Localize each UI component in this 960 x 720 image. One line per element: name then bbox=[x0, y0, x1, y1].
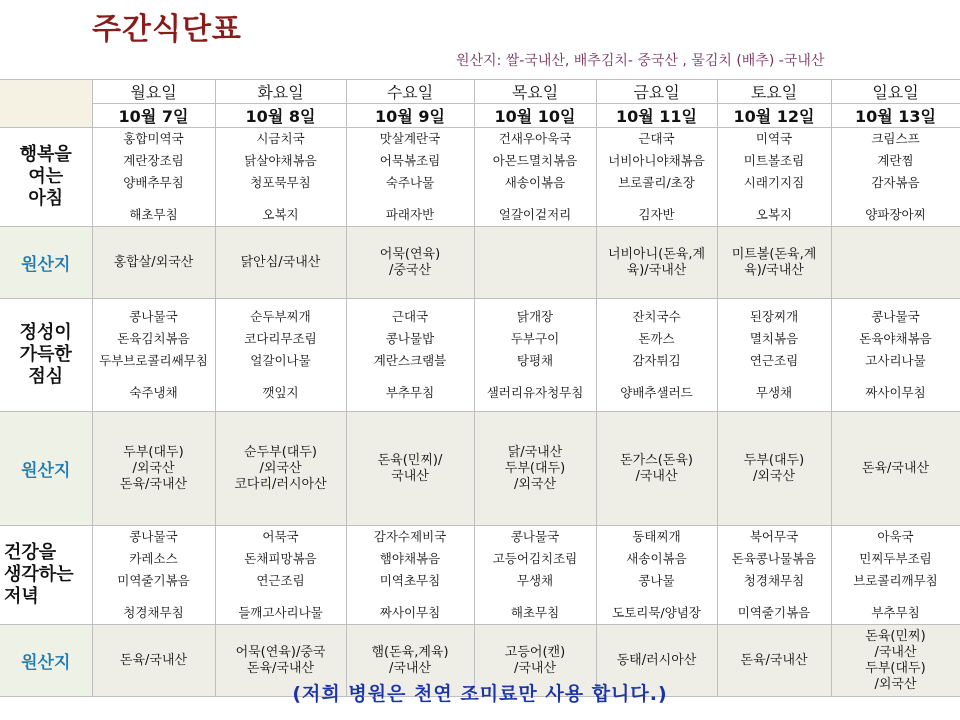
menu-item: 북어무국 bbox=[749, 529, 799, 544]
menu-item: 양배추무침 bbox=[123, 175, 184, 190]
breakfast-origin-cell bbox=[831, 227, 960, 299]
menu-item: 돈육김치볶음 bbox=[117, 331, 190, 346]
menu-item: 짜사이무침 bbox=[379, 605, 441, 620]
menu-item: 오복지 bbox=[262, 207, 299, 222]
origin-note: 원산지: 쌀-국내산, 배추김치- 중국산 , 물김치 (배추) -국내산 bbox=[456, 53, 825, 69]
menu-item: 민찌두부조림 bbox=[859, 551, 932, 566]
origin-text: 돈육/국내산 bbox=[740, 652, 808, 668]
page-title: 주간식단표 bbox=[92, 12, 242, 47]
origin-text: /외국산 bbox=[513, 476, 557, 492]
origin-text: 두부(대두) bbox=[865, 660, 926, 676]
menu-item: 새송이볶음 bbox=[504, 175, 566, 190]
lunch-origin-cell bbox=[831, 412, 960, 526]
day-header: 목요일 bbox=[474, 80, 596, 104]
origin-text: /중국산 bbox=[388, 262, 432, 278]
menu-item: 미트볼조림 bbox=[743, 153, 805, 168]
origin-text: /외국산 bbox=[259, 460, 302, 476]
breakfast-menu-cell bbox=[831, 128, 960, 227]
menu-item: 콩나물국 bbox=[129, 309, 178, 324]
menu-item: 계란장조림 bbox=[123, 153, 184, 168]
menu-item: 근대국 bbox=[638, 131, 675, 146]
menu-item: 돈육콩나물볶음 bbox=[731, 551, 817, 566]
menu-item: 새송이볶음 bbox=[626, 551, 687, 566]
dinner-menu-cell bbox=[831, 526, 960, 625]
origin-text: 육)/국내산 bbox=[626, 262, 687, 278]
dinner-menu-cell bbox=[92, 526, 215, 625]
origin-text: 고등어(캔) bbox=[504, 644, 566, 660]
date-header: 10월 9일 bbox=[346, 104, 474, 128]
menu-item: 너비아니야채볶음 bbox=[608, 153, 705, 168]
menu-item: 닭살야채볶음 bbox=[244, 153, 317, 168]
menu-item: 무생채 bbox=[516, 573, 554, 588]
breakfast-origin-cell bbox=[92, 227, 215, 299]
menu-item: 파래자반 bbox=[385, 207, 435, 222]
menu-item: 부추무침 bbox=[385, 385, 435, 400]
menu-item: 들깨고사리나물 bbox=[238, 605, 323, 620]
corner-cell bbox=[0, 80, 92, 128]
origin-text: 돈육/국내산 bbox=[119, 652, 188, 668]
breakfast-menu-cell bbox=[474, 128, 596, 227]
origin-text: /국내산 bbox=[513, 660, 557, 676]
lunch-origin-cell bbox=[717, 412, 831, 526]
menu-item: 맛살계란국 bbox=[379, 131, 441, 146]
menu-item: 콩나물국 bbox=[510, 529, 560, 544]
lunch-menu-cell bbox=[474, 299, 596, 412]
origin-text: 어묵(연육)/중국 bbox=[235, 644, 326, 660]
origin-text: /외국산 bbox=[874, 676, 917, 692]
menu-item: 고사리나물 bbox=[865, 353, 926, 368]
menu-item: 순두부찌개 bbox=[250, 309, 311, 324]
lunch-menu-cell bbox=[596, 299, 717, 412]
breakfast-menu-cell bbox=[92, 128, 215, 227]
lunch-origin-cell bbox=[215, 412, 346, 526]
menu-item: 계란스크램블 bbox=[373, 353, 447, 368]
weekly-menu-table bbox=[0, 79, 960, 697]
menu-item: 오복지 bbox=[755, 207, 793, 222]
dinner-menu-cell bbox=[215, 526, 346, 625]
origin-text: 돈육/국내산 bbox=[119, 476, 188, 492]
menu-item: 브로콜리/초장 bbox=[618, 175, 695, 190]
menu-item: 탕평채 bbox=[516, 353, 554, 368]
date-header: 10월 11일 bbox=[596, 104, 717, 128]
breakfast-menu-cell bbox=[346, 128, 474, 227]
menu-item: 근대국 bbox=[391, 309, 429, 324]
menu-item: 미역줄기볶음 bbox=[117, 573, 190, 588]
origin-text: 어묵(연육) bbox=[379, 246, 441, 262]
date-header: 10월 12일 bbox=[717, 104, 831, 128]
meal-label-line: 저녁 bbox=[4, 586, 39, 607]
lunch-label bbox=[0, 299, 92, 412]
menu-item: 미역줄기볶음 bbox=[737, 605, 811, 620]
menu-item: 감자볶음 bbox=[871, 175, 920, 190]
breakfast-origin-cell bbox=[215, 227, 346, 299]
menu-item: 돈까스 bbox=[638, 331, 675, 346]
menu-item: 양배추샐러드 bbox=[620, 385, 693, 400]
dinner-menu-cell bbox=[474, 526, 596, 625]
lunch-origin-cell bbox=[474, 412, 596, 526]
day-header: 토요일 bbox=[717, 80, 831, 104]
menu-item: 청포묵무침 bbox=[250, 175, 311, 190]
menu-item: 아욱국 bbox=[877, 529, 914, 544]
day-header: 월요일 bbox=[92, 80, 215, 104]
menu-item: 홍합미역국 bbox=[123, 131, 184, 146]
menu-item: 고등어김치조림 bbox=[492, 551, 578, 566]
origin-text: 닭/국내산 bbox=[507, 444, 563, 460]
menu-item: 시금치국 bbox=[256, 131, 305, 146]
lunch-menu-cell bbox=[215, 299, 346, 412]
date-header: 10월 8일 bbox=[215, 104, 346, 128]
origin-text: 두부(대두) bbox=[743, 452, 805, 468]
origin-text: 돈육/국내산 bbox=[246, 660, 315, 676]
lunch-menu-cell bbox=[831, 299, 960, 412]
dinner-menu-cell bbox=[346, 526, 474, 625]
breakfast-menu-cell bbox=[717, 128, 831, 227]
menu-item: 잔치국수 bbox=[632, 309, 681, 324]
menu-item: 연근조림 bbox=[256, 573, 305, 588]
breakfast-origin-cell bbox=[474, 227, 596, 299]
menu-item: 미역국 bbox=[755, 131, 793, 146]
menu-item: 연근조림 bbox=[749, 353, 799, 368]
lunch-origin-cell bbox=[92, 412, 215, 526]
meal-label-line: 행복을 bbox=[19, 144, 72, 165]
menu-item: 아몬드멸치볶음 bbox=[492, 153, 578, 168]
menu-item: 돈채피망볶음 bbox=[244, 551, 317, 566]
menu-item: 얼갈이겉저리 bbox=[498, 207, 572, 222]
menu-item: 멸치볶음 bbox=[749, 331, 799, 346]
lunch-menu-cell bbox=[717, 299, 831, 412]
menu-item: 청경채무침 bbox=[743, 573, 805, 588]
breakfast-origin-label: 원산지 bbox=[0, 227, 92, 299]
menu-item: 깻잎지 bbox=[262, 385, 299, 400]
origin-text: 돈육/국내산 bbox=[861, 460, 930, 476]
menu-item: 감자수제비국 bbox=[373, 529, 447, 544]
meal-label-line: 가득한 bbox=[19, 344, 72, 365]
menu-item: 청경채무침 bbox=[123, 605, 184, 620]
menu-item: 김자반 bbox=[638, 207, 675, 222]
breakfast-menu-cell bbox=[215, 128, 346, 227]
breakfast-origin-cell bbox=[346, 227, 474, 299]
menu-item: 닭개장 bbox=[516, 309, 554, 324]
menu-item: 시래기지짐 bbox=[743, 175, 805, 190]
day-header: 화요일 bbox=[215, 80, 346, 104]
meal-label-line: 정성이 bbox=[19, 322, 72, 343]
origin-text: 순두부(대두) bbox=[244, 444, 317, 460]
menu-item: 브로콜리깨무침 bbox=[853, 573, 938, 588]
meal-label-line: 아침 bbox=[28, 188, 64, 209]
menu-item: 샐러리유자청무침 bbox=[486, 385, 584, 400]
lunch-menu-cell bbox=[92, 299, 215, 412]
date-header: 10월 10일 bbox=[474, 104, 596, 128]
lunch-origin-cell bbox=[346, 412, 474, 526]
menu-item: 어묵국 bbox=[262, 529, 299, 544]
origin-text: 너비아니(돈육,계 bbox=[607, 246, 706, 262]
menu-item: 카레소스 bbox=[129, 551, 178, 566]
meal-label-line: 여는 bbox=[28, 166, 64, 187]
menu-item: 부추무침 bbox=[871, 605, 920, 620]
day-header: 일요일 bbox=[831, 80, 960, 104]
date-header: 10월 13일 bbox=[831, 104, 960, 128]
menu-item: 건새우아욱국 bbox=[498, 131, 572, 146]
breakfast-origin-cell bbox=[717, 227, 831, 299]
dinner-origin-label: 원산지 bbox=[0, 625, 92, 697]
origin-text: 돈육(민찌)/ bbox=[377, 452, 443, 468]
origin-text: 돈육(민찌) bbox=[865, 628, 926, 644]
origin-text: 두부(대두) bbox=[504, 460, 566, 476]
menu-item: 계란찜 bbox=[877, 153, 914, 168]
lunch-menu-cell bbox=[346, 299, 474, 412]
menu-item: 미역초무침 bbox=[379, 573, 441, 588]
origin-text: 육)/국내산 bbox=[744, 262, 804, 278]
origin-text: /외국산 bbox=[132, 460, 175, 476]
origin-text: 돈가스(돈육) bbox=[620, 452, 693, 468]
origin-text: 동태/러시아산 bbox=[616, 652, 697, 668]
origin-text: 햄(돈육,계육) bbox=[371, 644, 449, 660]
menu-item: 도토리묵/양념장 bbox=[612, 605, 701, 620]
menu-item: 된장찌개 bbox=[749, 309, 799, 324]
origin-text: /국내산 bbox=[388, 660, 432, 676]
dinner-menu-cell bbox=[596, 526, 717, 625]
origin-text: 닭안심/국내산 bbox=[240, 254, 321, 270]
meal-label-line: 건강을 bbox=[4, 542, 57, 563]
meal-label-line: 점심 bbox=[28, 366, 64, 387]
origin-text: /국내산 bbox=[635, 468, 678, 484]
origin-text: 홍합살/외국산 bbox=[113, 254, 194, 270]
menu-item: 콩나물국 bbox=[129, 529, 178, 544]
menu-item: 숙주나물 bbox=[385, 175, 435, 190]
menu-item: 콩나물국 bbox=[871, 309, 920, 324]
menu-item: 얼갈이나물 bbox=[250, 353, 311, 368]
origin-text: /외국산 bbox=[752, 468, 796, 484]
menu-item: 콩나물밥 bbox=[385, 331, 435, 346]
origin-text: 국내산 bbox=[391, 468, 429, 484]
menu-item: 크림스프 bbox=[871, 131, 920, 146]
lunch-origin-cell bbox=[596, 412, 717, 526]
breakfast-menu-cell bbox=[596, 128, 717, 227]
dinner-label bbox=[0, 526, 92, 625]
day-header: 금요일 bbox=[596, 80, 717, 104]
menu-item: 양파장아찌 bbox=[865, 207, 926, 222]
menu-item: 햄야채볶음 bbox=[379, 551, 441, 566]
menu-item: 콩나물 bbox=[638, 573, 675, 588]
menu-item: 해초무침 bbox=[129, 207, 178, 222]
origin-text: /국내산 bbox=[874, 644, 917, 660]
menu-item: 두부구이 bbox=[510, 331, 560, 346]
dinner-menu-cell bbox=[717, 526, 831, 625]
day-header: 수요일 bbox=[346, 80, 474, 104]
origin-text: 두부(대두) bbox=[123, 444, 184, 460]
origin-text: 미트볼(돈육,계 bbox=[731, 246, 817, 262]
menu-item: 어묵볶조림 bbox=[379, 153, 441, 168]
menu-item: 감자튀김 bbox=[632, 353, 681, 368]
menu-item: 동태찌개 bbox=[632, 529, 681, 544]
menu-item: 돈육야채볶음 bbox=[859, 331, 932, 346]
date-header: 10월 7일 bbox=[92, 104, 215, 128]
menu-item: 짜사이무침 bbox=[865, 385, 926, 400]
menu-item: 무생채 bbox=[755, 385, 793, 400]
breakfast-label bbox=[0, 128, 92, 227]
footer-note: (저희 병원은 천연 조미료만 사용 합니다.) bbox=[292, 683, 668, 705]
origin-text: 코다리/러시아산 bbox=[234, 476, 327, 492]
menu-item: 해초무침 bbox=[510, 605, 560, 620]
menu-item: 숙주냉채 bbox=[129, 385, 178, 400]
lunch-origin-label: 원산지 bbox=[0, 412, 92, 526]
breakfast-origin-cell bbox=[596, 227, 717, 299]
menu-item: 코다리무조림 bbox=[244, 331, 317, 346]
meal-label-line: 생각하는 bbox=[4, 564, 74, 585]
menu-item: 두부브로콜리쌔무침 bbox=[99, 353, 208, 368]
